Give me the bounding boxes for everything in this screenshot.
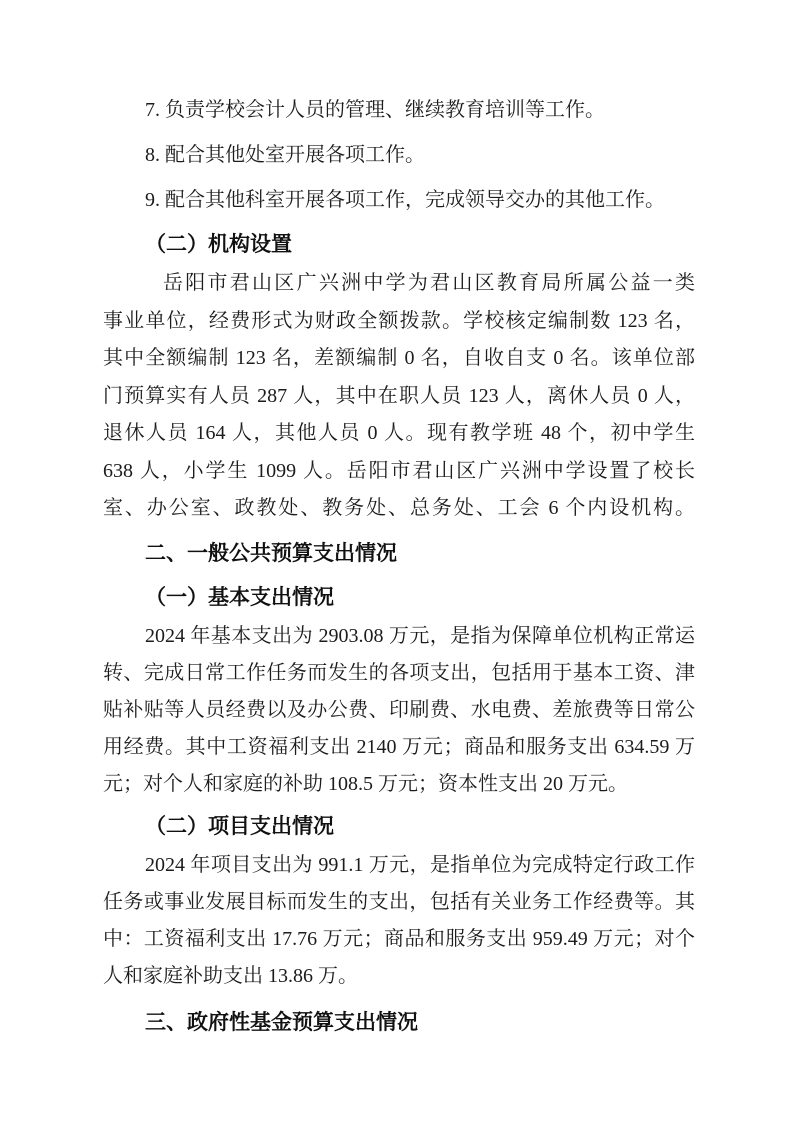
paragraph-line: 用经费。其中工资福利支出 2140 万元；商品和服务支出 634.59 万: [103, 735, 695, 758]
paragraph-line: 门预算实有人员 287 人，其中在职人员 123 人，离休人员 0 人，: [103, 384, 695, 407]
paragraph-line: 事业单位，经费形式为财政全额拨款。学校核定编制数 123 名，: [103, 309, 695, 332]
paragraph-line: 室、办公室、政教处、教务处、总务处、工会 6 个内设机构。: [103, 497, 695, 519]
paragraph-line: 2024 年项目支出为 991.1 万元，是指单位为完成特定行政工作: [145, 853, 695, 876]
paragraph-line: 2024 年基本支出为 2903.08 万元，是指为保障单位机构正常运: [145, 624, 695, 647]
duty-item-9: 9. 配合其他科室开展各项工作，完成领导交办的其他工作。: [145, 189, 665, 211]
paragraph-line: 岳阳市君山区广兴洲中学为君山区教育局所属公益一类: [163, 272, 695, 294]
paragraph-line: 中：工资福利支出 17.76 万元；商品和服务支出 959.49 万元；对个: [103, 927, 695, 950]
duty-item-7: 7. 负责学校会计人员的管理、继续教育培训等工作。: [145, 99, 605, 121]
paragraph-line: 退休人员 164 人，其他人员 0 人。现有教学班 48 个，初中学生: [103, 422, 695, 444]
paragraph-line: 贴补贴等人员经费以及办公费、印刷费、水电费、差旅费等日常公: [103, 698, 695, 721]
paragraph-line: 人和家庭补助支出 13.86 万。: [103, 964, 358, 987]
heading-basic-expense: （一）基本支出情况: [145, 585, 334, 609]
document-content: [103, 88, 695, 1043]
heading-org-setup: （二）机构设置: [145, 233, 292, 256]
paragraph-line: 任务或事业发展目标而发生的支出，包括有关业务工作经费等。其: [103, 890, 695, 913]
heading-general-public-budget: 二、一般公共预算支出情况: [145, 541, 397, 565]
paragraph-org-setup: [103, 265, 695, 528]
paragraph-basic-expense: [103, 618, 695, 803]
paragraph-line: 转、完成日常工作任务而发生的各项支出，包括用于基本工资、津: [103, 661, 695, 684]
paragraph-line: 其中全额编制 123 名，差额编制 0 名，自收自支 0 名。该单位部: [103, 347, 695, 369]
duty-item-8: 8. 配合其他处室开展各项工作。: [145, 144, 425, 166]
paragraph-project-expense: [103, 847, 695, 995]
paragraph-line: 638 人，小学生 1099 人。岳阳市君山区广兴洲中学设置了校长: [103, 459, 695, 482]
heading-project-expense: （二）项目支出情况: [145, 814, 334, 838]
heading-gov-fund-budget: 三、政府性基金预算支出情况: [145, 1010, 418, 1034]
paragraph-line: 元；对个人和家庭的补助 108.5 万元；资本性支出 20 万元。: [103, 772, 628, 795]
